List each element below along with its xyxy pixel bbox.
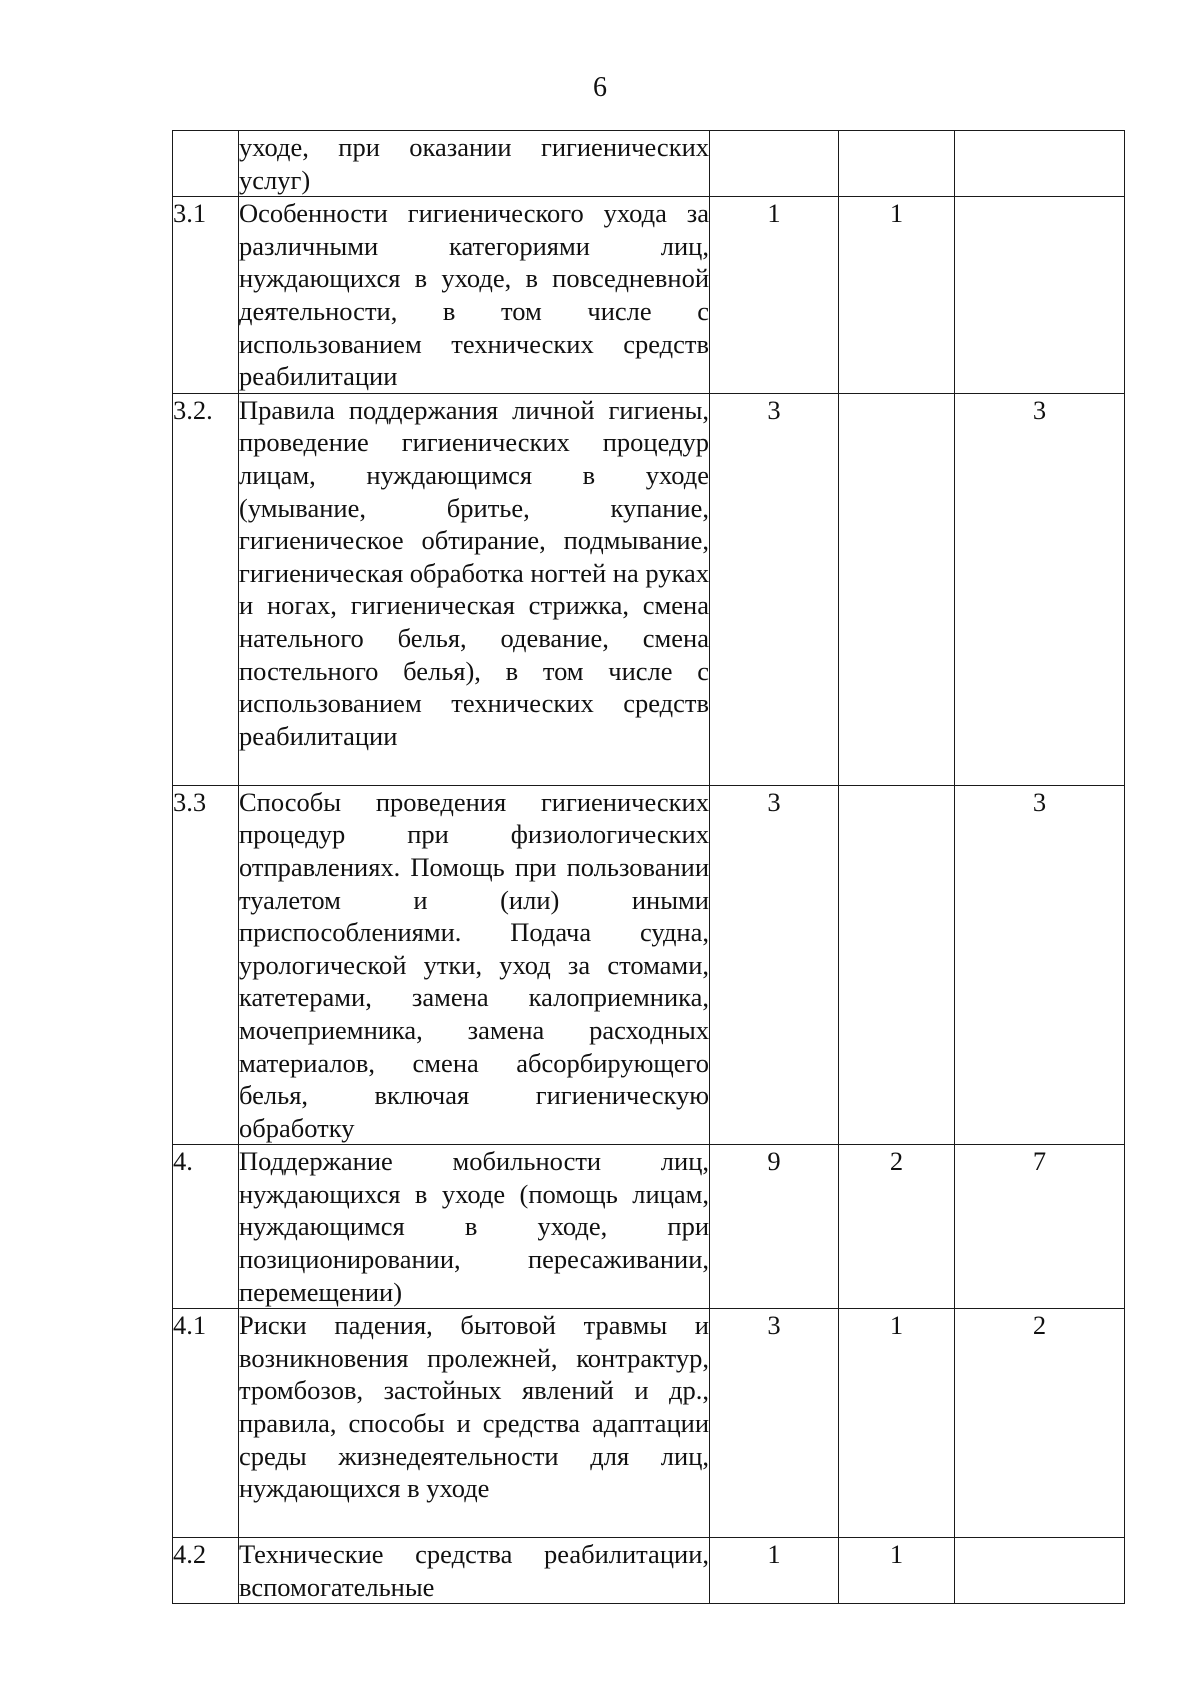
row-number-cell — [173, 131, 239, 197]
table-row — [173, 785, 1125, 1145]
row-topic-cell: Технические средства реабилитации, вспомогательные — [239, 1538, 710, 1604]
row-total-hours-cell: 9 — [710, 1145, 839, 1309]
row-practice-hours-cell: 7 — [955, 1145, 1125, 1309]
row-theory-hours-cell — [839, 393, 955, 785]
row-topic-cell: уходе, при оказании гигиенических услуг) — [239, 131, 710, 197]
table-row — [173, 1538, 1125, 1604]
row-topic-cell: Способы проведения гигиенических процедур при физиологических отправлениях. Помощь при пользовании туалетом и (или) иными приспособлениями. Подача судна, урологической утки, уход за стомами, катетерами, замена калоприемника, мочеприемника, замена расходных материалов, смена абсорбирующего белья, включая гигиеническую обработку — [239, 785, 710, 1145]
row-number-cell: 3.1 — [173, 197, 239, 394]
table-row — [173, 1309, 1125, 1538]
table-row — [173, 393, 1125, 785]
row-practice-hours-cell — [955, 197, 1125, 394]
row-total-hours-cell: 1 — [710, 1538, 839, 1604]
curriculum-table — [172, 130, 1125, 1604]
row-topic-cell: Особенности гигиенического ухода за различными категориями лиц, нуждающихся в уходе, в повседневной деятельности, в том числе с использованием технических средств реабилитации — [239, 197, 710, 394]
row-practice-hours-cell: 3 — [955, 393, 1125, 785]
table-row — [173, 1145, 1125, 1309]
table-row — [173, 131, 1125, 197]
row-practice-hours-cell: 3 — [955, 785, 1125, 1145]
row-number-cell: 3.3 — [173, 785, 239, 1145]
row-theory-hours-cell: 1 — [839, 1538, 955, 1604]
row-number-cell: 4.1 — [173, 1309, 239, 1538]
row-total-hours-cell: 3 — [710, 1309, 839, 1538]
row-topic-cell: Риски падения, бытовой травмы и возникновения пролежней, контрактур, тромбозов, застойных явлений и др., правила, способы и средства адаптации среды жизнедеятельности для лиц, нуждающихся в уходе — [239, 1309, 710, 1538]
row-total-hours-cell: 3 — [710, 393, 839, 785]
row-number-cell: 4.2 — [173, 1538, 239, 1604]
row-theory-hours-cell — [839, 131, 955, 197]
row-theory-hours-cell — [839, 785, 955, 1145]
page-number: 6 — [593, 72, 607, 103]
row-practice-hours-cell — [955, 1538, 1125, 1604]
row-topic-cell: Правила поддержания личной гигиены, проведение гигиенических процедур лицам, нуждающимся в уходе (умывание, бритье, купание, гигиеническое обтирание, подмывание, гигиеническая обработка ногтей на руках и ногах, гигиеническая стрижка, смена нательного белья, одевание, смена постельного белья), в том числе с использованием технических средств реабилитации — [239, 393, 710, 785]
table-row — [173, 197, 1125, 394]
row-total-hours-cell: 3 — [710, 785, 839, 1145]
row-topic-cell: Поддержание мобильности лиц, нуждающихся в уходе (помощь лицам, нуждающимся в уходе, при позиционировании, пересаживании, перемещении) — [239, 1145, 710, 1309]
row-total-hours-cell — [710, 131, 839, 197]
row-practice-hours-cell — [955, 131, 1125, 197]
row-theory-hours-cell: 1 — [839, 197, 955, 394]
row-theory-hours-cell: 1 — [839, 1309, 955, 1538]
row-number-cell: 3.2. — [173, 393, 239, 785]
row-number-cell: 4. — [173, 1145, 239, 1309]
row-total-hours-cell: 1 — [710, 197, 839, 394]
row-theory-hours-cell: 2 — [839, 1145, 955, 1309]
row-practice-hours-cell: 2 — [955, 1309, 1125, 1538]
